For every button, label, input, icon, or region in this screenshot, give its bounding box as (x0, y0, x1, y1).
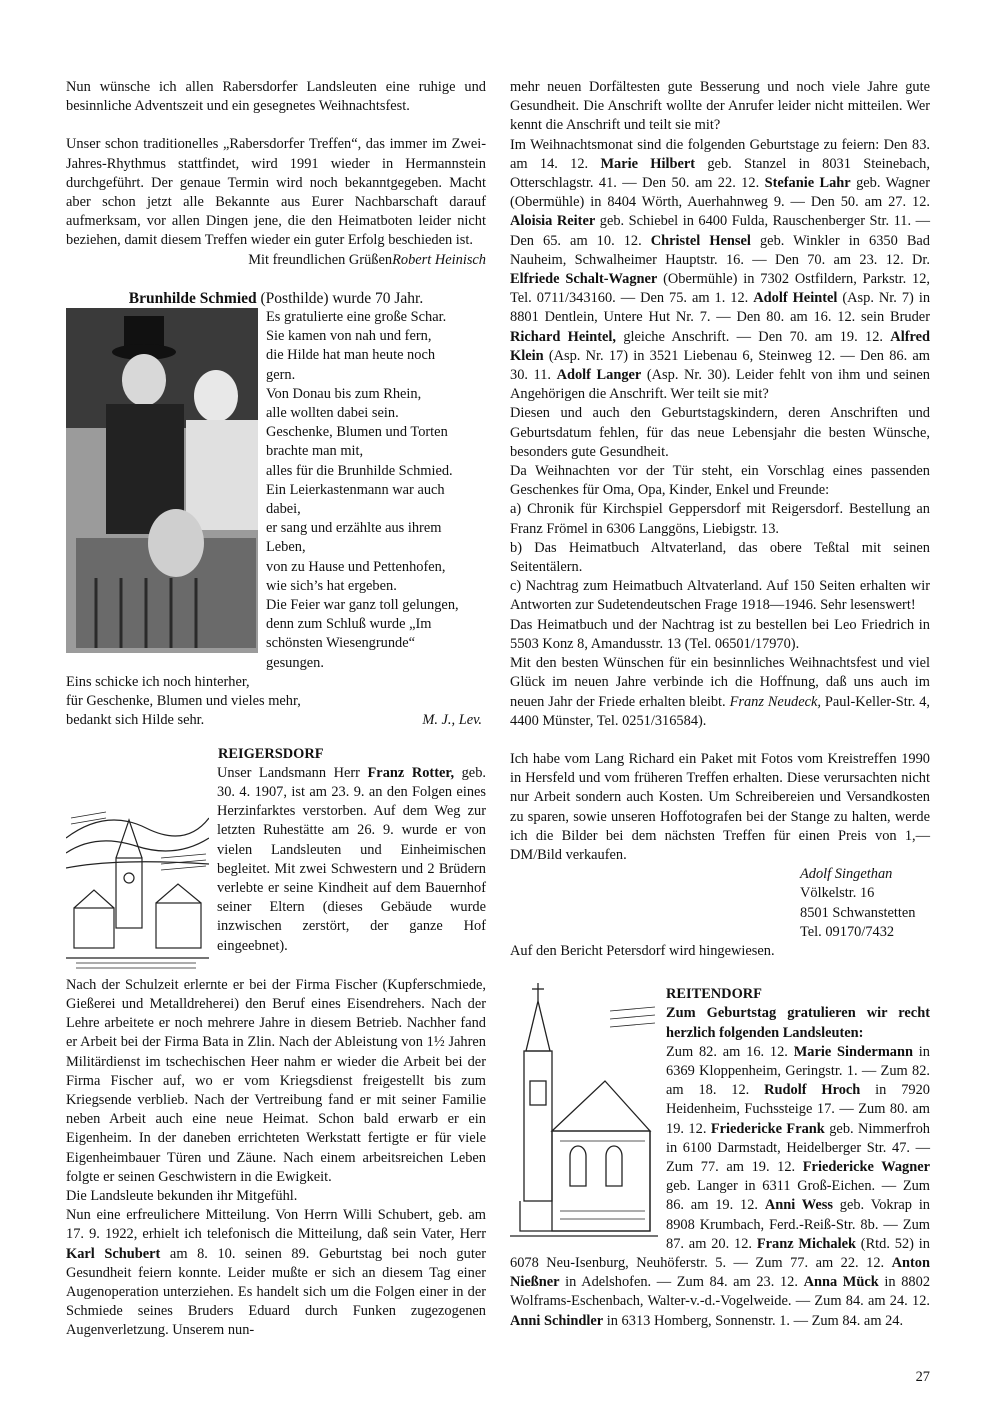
paragraph: Das Heimatbuch und der Nachtrag ist zu bestellen bei Leo Friedrich in 5503 Konz 8, Amandusstr. 13 (Tel. 06501/17970). (510, 616, 930, 652)
text-run: Paul-Keller-Str. 4, 4400 Münster, Tel. 0251/316584). (510, 693, 930, 729)
person-name: Elfriede Schalt-Wagner (510, 271, 658, 288)
text-run: Mit den besten Wünschen für ein besinnliches Weihnachtsfest und viel Glück im neuen Jahre verbinde ich die Hoffnung, daß uns auch im neuen Jahr der Friede erhalten bleibt. (510, 655, 930, 710)
left-column (66, 78, 486, 1341)
signature-block (510, 865, 930, 942)
text-run: geb. Nimmerfroh in 6100 Darmstadt, Heidelberger Str. 47. — Zum 77. am 19. 12. (666, 1120, 930, 1175)
text-run: in 6369 Kloppenheim, Geringstr. 1. — Zum 82. am 18. 12. (666, 1043, 931, 1099)
author-name: Franz Neudeck, (729, 693, 821, 710)
page-number: 27 (915, 1369, 930, 1385)
paragraph: Auf den Bericht Petersdorf wird hingewiesen. (510, 942, 775, 959)
poem-line: von zu Hause und Pettenhofen, (266, 558, 446, 575)
right-column (510, 78, 930, 1331)
poem-line: wie sich’s hat ergeben. (266, 577, 397, 594)
author-name: Robert Heinisch (392, 251, 486, 268)
poem-line: brachte man mit, (266, 443, 364, 460)
paragraph (66, 1206, 486, 1340)
person-name: Anni Schindler (510, 1312, 604, 1329)
poem-line: die Hilde hat man heute noch (266, 347, 436, 364)
person-name: Friedericke Wagner (802, 1158, 930, 1175)
paragraph: Unser schon traditionelles „Rabersdorfer Treffen“, das immer im Zwei-Jahres-Rhythmus stattfindet, wird 1991 wieder in Hermannstein durchgeführt. Der genaue Termin wird noch bekanntgegeben. Macht aber schon jetzt alle Bekannte aus Eurer Nachbarschaft darauf aufmerksam, vor allen Dingen jene, die den Heimatboten leider nicht beziehen, damit diesem Treffen wieder ein guter Erfolg beschieden ist. (66, 136, 486, 249)
list-item: b) Das Heimatbuch Altvaterland, das obere Teßtal mit seinen Seitentälern. (510, 539, 930, 576)
person-name: Aloisia Reiter (510, 213, 596, 230)
text-run: Nun eine erfreulichere Mitteilung. Von Herrn Willi Schubert, geb. am 17. 9. 1922, erhielt ich telefonisch die Mitteilung, daß sein Vater, Herr (66, 1207, 486, 1243)
text-run: in 6313 Homberg, Sonnenstr. 1. — Zum 84. am 24. (603, 1312, 904, 1329)
text-run: geb. Winkler in 6350 Bad Nauheim, Schwalheimer Hauptstr. 16. — Den 70. am 23. 12. Dr. (510, 232, 930, 268)
person-name: Franz Michalek (756, 1235, 856, 1252)
text-run: geb. Wagner (Obermühle) in 8404 Wörth, Auerhahnweg 9. — Den 50. am 27. 12. (510, 175, 930, 211)
paragraph: Da Weihnachten vor der Tür steht, ein Vorschlag eines passenden Geschenkes für Oma, Opa, Kinder, Enkel und Freunde: (510, 463, 930, 499)
poem-line: gesungen. (266, 654, 324, 671)
signature-name: Adolf Singethan (800, 866, 893, 883)
text-run: (Rtd. 52) in 6078 Neu-Isenburg, Neuhöferstr. 5. — Zum 77. am 22. 12. (510, 1235, 930, 1271)
person-name: Friedericke Frank (710, 1120, 825, 1137)
signature-city: 8501 Schwanstetten (800, 904, 916, 921)
poem-line: Ein Leierkastenmann war auch (266, 481, 445, 498)
text-run: geb. Schiebel in 6400 Fulda, Rauschenberger Str. 11. — Den 65. am 10. 12. (510, 213, 930, 249)
text-run: (Asp. Nr. 17) in 3521 Liebenau 6, Steinweg 12. — Den 86. am 30. 11. (510, 347, 930, 384)
signature-phone: Tel. 09170/7432 (800, 923, 895, 940)
poem-line: Von Donau bis zum Rhein, (266, 385, 422, 402)
person-name: Adolf Langer (556, 367, 642, 384)
person-name: Karl Schubert (66, 1245, 161, 1262)
section-heading-reigersdorf: REIGERSDORF (218, 745, 324, 762)
text-run: geb. Langer in 6311 Groß-Eichen. — Zum 86. am 19. 12. (666, 1178, 930, 1214)
paragraph: Ich habe vom Lang Richard ein Paket mit Fotos vom Kreistreffen 1990 in Hersfeld und vom früheren Treffen erhalten. Diese verursachten nicht nur Arbeit sondern auch Kosten. Um Schreibereien und Versandkosten zu sparen, sowie unseren Hoffotografen bei der Stange zu halten, werde ich die Bilder bei dem nächsten Treffen für einen Preis von 1,— DM/Bild verkaufen. (510, 750, 930, 863)
poem-line: Die Feier war ganz toll gelungen, (266, 597, 459, 614)
greeting-line (66, 251, 486, 270)
poem-line: alle wollten dabei sein. (266, 405, 399, 422)
poem-line: für Geschenke, Blumen und vieles mehr, (66, 693, 301, 710)
poem-line: alles für die Brunhilde Schmied. (266, 462, 453, 479)
paragraph: Nach der Schulzeit erlernte er bei der Firma Fischer (Kupferschmiede, Gießerei und Metalldreherei) den Beruf eines Eisendrehers. Nach der Lehre arbeitete er noch mehrere Jahre in diesem Betrieb. Nachher fand er Arbeit bei der Firma Bata in Zlin. Nach der Ableistung von 1½ Jahren Militärdienst im tschechischen Heer nahm er wieder die Arbeit bei der Firma Fischer auf, wo er vom Kriegsdienst freigestellt bis zum Kriegsende verblieb. Nach der Vertreibung fand er mit seiner Familie neben Arbeit auch eine neue Heimat. Schon bald erwarb er ein Eigenheim. In der daneben errichteten Werkstatt fertigte er für viele Eigenheimbauer Türen und Zäune. Nach einem arbeitsreichen Leben folgte er seinen Geschwistern in die Ewigkeit. (66, 976, 486, 1185)
poem-line: er sang und erzählte aus ihrem (266, 520, 442, 537)
paragraph (510, 654, 930, 731)
poem-line: Eins schicke ich noch hinterher, (66, 673, 250, 690)
birthday-heading-text: (Posthilde) wurde 70 Jahr. (256, 289, 424, 307)
text-run: (Obermühle) in 7302 Ostfildern, Parkstr. 12, Tel. 0711/343160. — Den 75. am 1. 12. (510, 271, 931, 307)
person-name: Rudolf Hroch (764, 1082, 861, 1099)
birthday-heading (66, 289, 486, 308)
church-illustration (510, 981, 658, 1241)
birthday-photo (66, 308, 258, 653)
poem-line: Sie kamen von nah und fern, (266, 328, 432, 345)
person-name: Franz Rotter, (367, 764, 455, 781)
text-run: in Adelshofen. — Zum 84. am 23. 12. (559, 1274, 804, 1291)
photo-illustration (66, 308, 258, 653)
text-run: (Asp. Nr. 7) in 8801 Dentlein, Untere Hut Nr. 7. — Den 80. am 16. 12. sein Bruder (510, 290, 931, 326)
poem-line: gern. (266, 366, 296, 383)
text-run: in 7920 Heidenheim, Fuchssteige 17. — Zum 80. am 19. 12. (666, 1082, 930, 1137)
church-sketch (510, 981, 658, 1241)
section-heading-reitendorf: REITENDORF (666, 986, 762, 1003)
person-name: Anna Mück (803, 1274, 879, 1291)
text-run: geb. Stanzel in 8031 Steinebach, Otterschlagstr. 41. — Den 50. am 22. 12. (510, 155, 930, 192)
poem-line: Leben, (266, 539, 306, 556)
person-name: Alfred Klein (510, 328, 930, 364)
paragraph: Diesen und auch den Geburtstagskindern, deren Anschriften und Geburtsdatum fehlen, für das neue Lebensjahr die besten Wünsche, besonders gute Gesundheit. (510, 405, 930, 460)
text-run: geb. Vokrap in 8908 Krumbach, Ferd.-Reiß-Str. 8b. — Zum 87. am 20. 12. (666, 1197, 931, 1252)
person-name: Stefanie Lahr (764, 175, 851, 192)
poem-line: Es gratulierte eine große Schar. (266, 309, 447, 326)
text-run: am 8. 10. seinen 89. Geburtstag bei noch guter Gesundheit feiern konnte. Leider mußte er sich an diesem Tag einer Augenoperation unterziehen. Es handelt sich um die Folgen einer in der Schmiede seines Bruders Eduard durch Funken zugezogenen Augenverletzung. Unserem nun- (66, 1245, 487, 1339)
birthday-name: Brunhilde Schmied (128, 289, 257, 307)
text-run: Unser Landsmann Herr (217, 764, 368, 781)
poem-signature: M. J., Lev. (422, 712, 482, 729)
paragraph: Die Landsleute bekunden ihr Mitgefühl. (66, 1187, 298, 1204)
village-sketch (66, 798, 209, 972)
birthday-list (510, 136, 930, 405)
text-run: in 8802 Wolframs-Eschenbach, Walter-v.-d.-Vogelweide. — Zum 84. am 24. 12. (510, 1274, 931, 1310)
poem-line: Geschenke, Blumen und Torten (266, 424, 448, 441)
person-name: Adolf Heintel (753, 290, 838, 307)
text-run: gleiche Anschrift. — Den 70. am 19. 12. (616, 328, 891, 345)
text-run: Im Weihnachtsmonat sind die folgenden Geburtstage zu feiern: Den 83. am 14. 12. (510, 136, 930, 172)
poem-line: denn zum Schluß wurde „Im (266, 616, 432, 633)
list-item: c) Nachtrag zum Heimatbuch Altvaterland. Auf 150 Seiten erhalten wir Antworten zur Sudetendeutschen Frage 1918—1946. Sehr lesenswert! (510, 578, 930, 614)
poem-last-line (66, 711, 486, 730)
person-name: Marie Sindermann (793, 1043, 914, 1060)
section-intro: Zum Geburtstag gratulieren wir recht herzlich folgenden Landsleuten: (666, 1005, 930, 1041)
list-item: a) Chronik für Kirchspiel Geppersdorf mit Reigersdorf. Bestellung an Franz Frömel in 6306 Langgöns, Liebigstr. 13. (510, 501, 930, 537)
signature-street: Völkelstr. 16 (800, 885, 875, 902)
poem-line: bedankt sich Hilde sehr. (66, 712, 205, 729)
paragraph: Nun wünsche ich allen Rabersdorfer Landsleuten eine ruhige und besinnliche Adventszeit und ein gesegnetes Weihnachtsfest. (66, 79, 486, 115)
person-name: Anton Nießner (510, 1254, 930, 1291)
person-name: Anni Wess (764, 1197, 833, 1214)
poem-line: dabei, (266, 501, 301, 518)
text-run: Zum 82. am 16. 12. (666, 1043, 794, 1060)
greeting-text: Mit freundlichen Grüßen (248, 251, 393, 268)
village-illustration (66, 798, 209, 972)
poem-line: schönsten Wiesengrunde“ (266, 635, 416, 652)
person-name: Christel Hensel (650, 232, 751, 249)
text-run: (Asp. Nr. 30). Leider fehlt von ihm und seinen Angehörigen die Anschrift. Wer teilt sie mit? (510, 367, 930, 403)
person-name: Marie Hilbert (600, 155, 696, 172)
paragraph: mehr neuen Dorfältesten gute Besserung und noch viele Jahre gute Gesundheit. Die Anschrift wollte der Anrufer leider nicht mitteilen. Wer kennt die Anschrift und teilt sie mit? (510, 79, 930, 134)
person-name: Richard Heintel, (510, 328, 617, 345)
text-run: geb. 30. 4. 1907, ist am 23. 9. an den Folgen eines Herzinfarktes verstorben. Auf dem Weg zur letzten Ruhestätte am 26. 9. wurde er von vielen Landsleuten und Einheimischen begleitet. Mit zwei Schwestern und 2 Brüdern verlebte er seine Kindheit auf dem Bauernhof seiner Eltern (dieses Gebäude wurde inzwischen zerstört, der ganze Hof eingeebnet). (217, 764, 486, 954)
